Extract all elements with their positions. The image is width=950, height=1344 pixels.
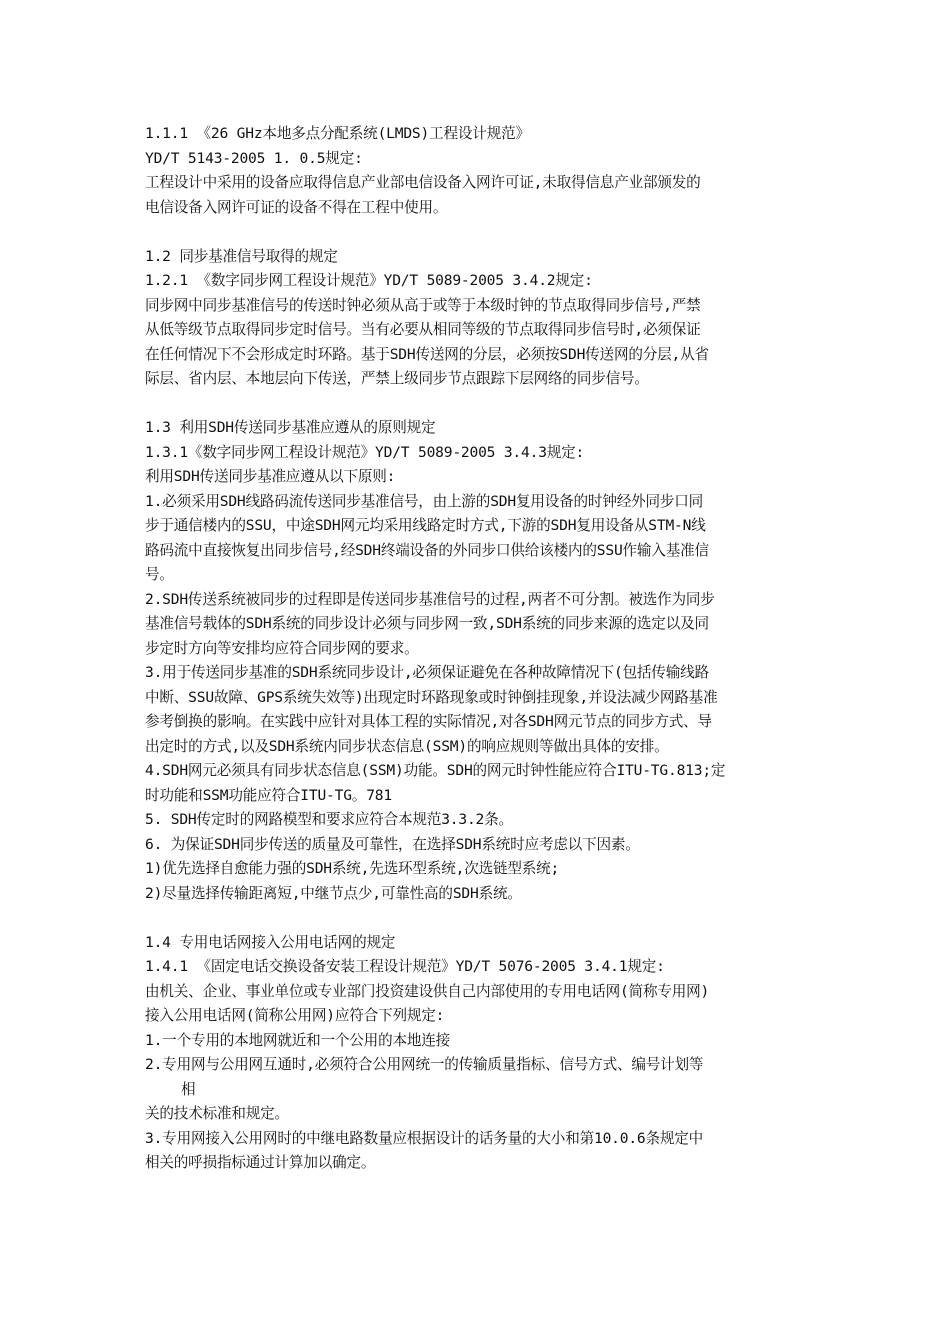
text-line: 关的技术标准和规定。	[145, 1105, 289, 1122]
text-line: 相关的呼损指标通过计算加以确定。	[145, 1154, 376, 1171]
section-heading-1-4: 1.4 专用电话网接入公用电话网的规定	[145, 933, 396, 951]
text-line: 从低等级节点取得同步定时信号。当有必要从相同等级的节点取得同步信号时,必须保证	[145, 321, 701, 338]
text-line: 4.SDH网元必须具有同步状态信息(SSM)功能。SDH的网元时钟性能应符合ITU-TG.813;定	[145, 762, 726, 779]
blank-line	[145, 906, 810, 931]
document-body	[145, 122, 810, 1176]
text-line: 步定时方向等安排均应符合同步网的要求。	[145, 639, 419, 657]
text-line: 号。	[145, 566, 174, 583]
text-line: 2.SDH传送系统被同步的过程即是传送同步基准信号的过程,两者不可分割。被选作为同步	[145, 590, 715, 608]
text-line: 基准信号载体的SDH系统的同步设计必须与同步网一致,SDH系统的同步来源的选定以及同	[145, 615, 709, 632]
text-line: 出定时的方式,以及SDH系统内同步状态信息(SSM)的响应规则等做出具体的安排。	[145, 737, 669, 755]
text-line: 1.一个专用的本地网就近和一个公用的本地连接	[145, 1031, 451, 1049]
text-line: 同步网中同步基准信号的传送时钟必须从高于或等于本级时钟的节点取得同步信号,严禁	[145, 296, 701, 314]
text-line: 参考倒换的影响。在实践中应针对具体工程的实际情况,对各SDH网元节点的同步方式、导	[145, 713, 712, 730]
text-line: 6. 为保证SDH同步传送的质量及可靠性，在选择SDH系统时应考虑以下因素。	[145, 835, 640, 853]
text-line: 3.专用网接入公用网时的中继电路数量应根据设计的话务量的大小和第10.0.6条规定中	[145, 1129, 704, 1147]
text-line: 时功能和SSM功能应符合ITU-TG。781	[145, 786, 392, 804]
text-line: 际层、省内层、本地层向下传送，严禁上级同步节点跟踪下层网络的同步信号。	[145, 370, 649, 387]
text-line: 工程设计中采用的设备应取得信息产业部电信设备入网许可证,未取得信息产业部颁发的	[145, 174, 701, 191]
text-line: 3.用于传送同步基准的SDH系统同步设计,必须保证避免在各种故障情况下(包括传输线路	[145, 664, 709, 681]
text-line: 在任何情况下不会形成定时环路。基于SDH传送网的分层，必须按SDH传送网的分层,从省	[145, 345, 709, 363]
text-line: 电信设备入网许可证的设备不得在工程中使用。	[145, 198, 448, 216]
section-heading-1-1-1: 1.1.1 《26 GHz本地多点分配系统(LMDS)工程设计规范》	[145, 125, 530, 142]
text-line: YD/T 5143-2005 1. 0.5规定:	[145, 149, 363, 167]
text-line: 2.专用网与公用网互通时,必须符合公用网统一的传输质量指标、信号方式、编号计划等	[145, 1056, 704, 1073]
text-line: 相	[181, 1080, 196, 1098]
text-line: 利用SDH传送同步基准应遵从以下原则:	[145, 468, 396, 485]
section-heading-1-2-1: 1.2.1 《数字同步网工程设计规范》YD/T 5089-2005 3.4.2规定:	[145, 272, 593, 289]
blank-line	[145, 392, 810, 417]
text-line: 步于通信楼内的SSU，中途SDH网元均采用线路定时方式,下游的SDH复用设备从STM-N线	[145, 517, 706, 534]
text-line: 路码流中直接恢复出同步信号,经SDH终端设备的外同步口供给该楼内的SSU作输入基准信	[145, 541, 709, 559]
text-line: 由机关、企业、事业单位或专业部门投资建设供自己内部使用的专用电话网(简称专用网)	[145, 982, 710, 1000]
section-heading-1-3-1: 1.3.1《数字同步网工程设计规范》YD/T 5089-2005 3.4.3规定:	[145, 443, 585, 461]
text-line: 接入公用电话网(简称公用网)应符合下列规定:	[145, 1007, 445, 1024]
text-line: 1.必须采用SDH线路码流传送同步基准信号，由上游的SDH复用设备的时钟经外同步口同	[145, 492, 704, 510]
text-line: 1)优先选择自愈能力强的SDH系统,先选环型系统,次选链型系统;	[145, 860, 560, 877]
blank-line	[145, 220, 810, 245]
section-heading-1-2: 1.2 同步基准信号取得的规定	[145, 247, 338, 265]
text-line: 中断、SSU故障、GPS系统失效等)出现定时环路现象或时钟倒挂现象,并设法减少网路基准	[145, 688, 718, 706]
text-line: 2)尽量选择传输距离短,中继节点少,可靠性高的SDH系统。	[145, 884, 522, 902]
section-heading-1-3: 1.3 利用SDH传送同步基准应遵从的原则规定	[145, 419, 436, 436]
section-heading-1-4-1: 1.4.1 《固定电话交换设备安装工程设计规范》YD/T 5076-2005 3.4.1规定:	[145, 958, 665, 975]
text-line: 5. SDH传定时的网路模型和要求应符合本规范3.3.2条。	[145, 811, 513, 828]
